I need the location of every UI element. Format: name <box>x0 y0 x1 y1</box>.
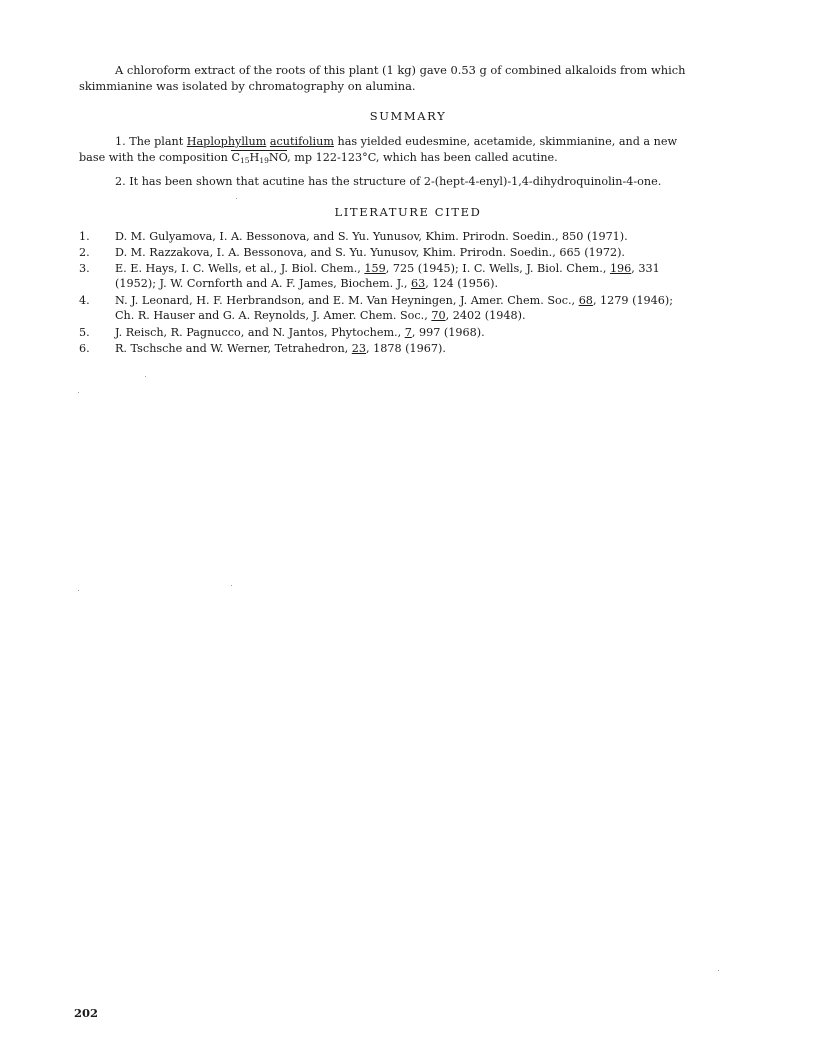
reference-number: 3. <box>79 262 90 275</box>
species-name: acutifolium <box>269 135 334 148</box>
reference-text-continued: Ch. R. Hauser and G. A. Reynolds, J. Amer. Chem. Soc., 70, 2402 (1948). <box>115 309 526 322</box>
literature-heading: LITERATURE CITED <box>334 205 482 219</box>
scan-speck <box>78 392 79 393</box>
summary-heading: SUMMARY <box>369 109 447 123</box>
scan-speck <box>231 585 232 586</box>
genus-name: Haplophyllum <box>186 135 267 148</box>
reference-text: D. M. Gulyamova, I. A. Bessonova, and S. Yu. Yunusov, Khim. Prirodn. Soedin., 850 (1971). <box>115 230 628 243</box>
reference-number: 2. <box>79 246 90 259</box>
summary-item-1-line-1: 1. The plant Haplophyllum acutifolium has yielded eudesmine, acetamide, skimmianine, and a new <box>115 135 678 148</box>
reference-text: D. M. Razzakova, I. A. Bessonova, and S. Yu. Yunusov, Khim. Prirodn. Soedin., 665 (1972). <box>115 246 625 259</box>
page-number: 202 <box>74 1006 99 1020</box>
summary-item-2: 2. It has been shown that acutine has the structure of 2-(hept-4-enyl)-1,4-dihydroquinolin-4-one. <box>115 175 662 188</box>
reference-number: 6. <box>79 342 90 355</box>
intro-line-2: skimmianine was isolated by chromatography on alumina. <box>79 79 416 93</box>
reference-text-continued: (1952); J. W. Cornforth and A. F. James, Biochem. J., 63, 124 (1956). <box>115 277 499 290</box>
reference-text: E. E. Hays, I. C. Wells, et al., J. Biol. Chem., 159, 725 (1945); I. C. Wells, J. Biol. Chem., 196, 331 <box>115 262 660 275</box>
scan-speck <box>145 376 146 377</box>
scan-speck <box>236 198 237 199</box>
reference-text: N. J. Leonard, H. F. Herbrandson, and E. M. Van Heyningen, J. Amer. Chem. Soc., 68, 1279 (1946); <box>115 294 674 307</box>
reference-text: R. Tschsche and W. Werner, Tetrahedron, 23, 1878 (1967). <box>115 342 446 355</box>
formula: $C_{15}H_{19}NO$ <box>231 151 288 165</box>
reference-text: J. Reisch, R. Pagnucco, and N. Jantos, Phytochem., 7, 997 (1968). <box>115 326 485 339</box>
reference-number: 5. <box>79 326 90 339</box>
scan-speck <box>78 590 79 591</box>
reference-number: 4. <box>79 294 90 307</box>
scan-speck <box>718 970 719 971</box>
summary-item-1-line-2: base with the composition $C_{15}H_{19}NO$, mp 122-123°C, which has been called acutine. <box>79 151 558 165</box>
intro-line-1: A chloroform extract of the roots of this plant (1 kg) gave 0.53 g of combined alkaloids from which <box>115 63 686 77</box>
reference-number: 1. <box>79 230 90 243</box>
